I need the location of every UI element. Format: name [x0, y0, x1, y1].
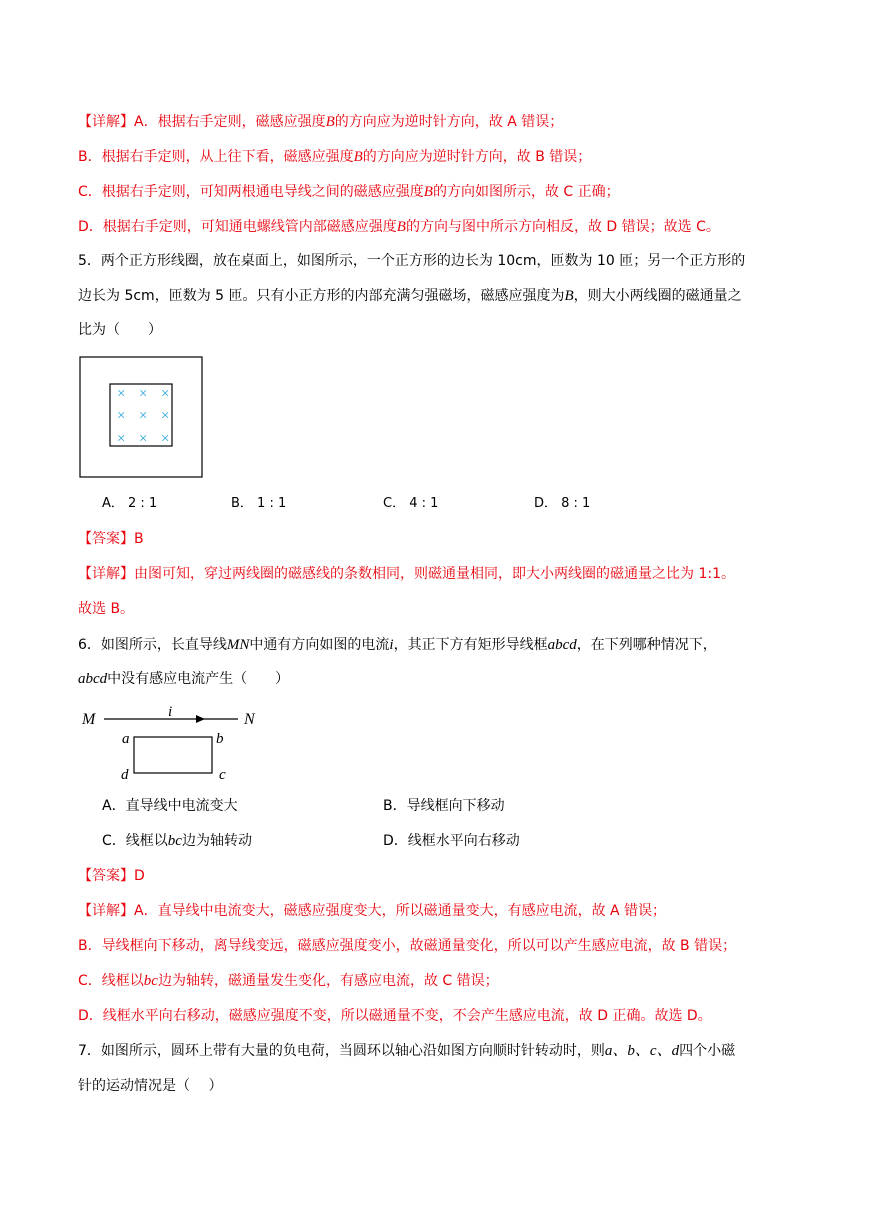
q7-stem-line2: 针的运动情况是（ ）: [78, 1078, 223, 1094]
q6-explain-a: 【详解】A．直导线中电流变大，磁感应强度变大，所以磁通量变大，有感应电流，故 A 错误；: [78, 903, 667, 919]
q5-option-c: C． 4 : 1: [383, 496, 439, 511]
q6-option-b: B．导线框向下移动: [383, 798, 505, 814]
q4-explain-d: D．根据右手定则，可知通电螺线管内部磁感应强度B的方向与图中所示方向相反，故 D 错误；故选 C。: [78, 219, 720, 235]
q5-answer: 【答案】B: [78, 531, 144, 547]
label-c: c: [219, 767, 226, 783]
q5-stem-line2: 边长为 5cm，匝数为 5 匝。只有小正方形的内部充满匀强磁场，磁感应强度为B，则大小两线圈的磁通量之: [78, 288, 742, 304]
label-i: i: [168, 704, 173, 720]
q6-figure: [78, 700, 268, 790]
q6-option-d: D．线框水平向右移动: [383, 833, 520, 849]
field-cross: ×: [115, 431, 127, 447]
q5-stem-line3: 比为（ ）: [78, 322, 162, 338]
label-a: a: [122, 731, 130, 747]
q6-stem-line2: abcd中没有感应电流产生（ ）: [78, 671, 290, 687]
q6-option-c: C．线框以bc边为轴转动: [102, 833, 252, 849]
q4-explain-a: 【详解】A．根据右手定则，磁感应强度B的方向应为逆时针方向，故 A 错误；: [78, 114, 564, 130]
q6-stem-line1: 6．如图所示，长直导线MN中通有方向如图的电流i，其正下方有矩形导线框abcd，在下列哪种情况下，: [78, 637, 717, 653]
label-n: N: [244, 711, 255, 728]
q4-explain-b: B．根据右手定则，从上往下看，磁感应强度B的方向应为逆时针方向，故 B 错误；: [78, 149, 592, 165]
field-cross: ×: [159, 386, 171, 402]
q6-explain-c: C．线框以bc边为轴转，磁通量发生变化，有感应电流，故 C 错误；: [78, 973, 499, 989]
field-cross: ×: [115, 408, 127, 424]
field-cross: ×: [159, 408, 171, 424]
field-cross: ×: [159, 431, 171, 447]
explain-tag: 【详解】: [78, 114, 134, 130]
label-m: M: [82, 711, 96, 728]
q6-option-a: A．直导线中电流变大: [102, 798, 238, 814]
q6-explain-b: B．导线框向下移动，离导线变远，磁感应强度变小，故磁通量变化，所以可以产生感应电流，故 B 错误；: [78, 938, 737, 954]
q4-explain-c: C．根据右手定则，可知两根通电导线之间的磁感应强度B的方向如图所示，故 C 正确；: [78, 184, 620, 200]
q6-answer: 【答案】D: [78, 868, 145, 884]
rectangular-loop-abcd: [134, 737, 212, 773]
label-d: d: [121, 767, 129, 783]
field-cross: ×: [137, 386, 149, 402]
q7-stem-line1: 7．如图所示，圆环上带有大量的负电荷，当圆环以轴心沿如图方向顺时针转动时，则a、b、c、d四个小磁: [78, 1043, 736, 1059]
q5-explain-line1: 【详解】由图可知，穿过两线圈的磁感线的条数相同，则磁通量相同，即大小两线圈的磁通量之比为 1:1。: [78, 566, 735, 582]
q5-option-a: A． 2 : 1: [102, 496, 158, 511]
label-b: b: [216, 731, 224, 747]
q5-option-d: D． 8 : 1: [534, 496, 591, 511]
q5-option-b: B． 1 : 1: [231, 496, 287, 511]
field-cross: ×: [137, 408, 149, 424]
q5-figure: [78, 355, 204, 479]
field-cross: ×: [137, 431, 149, 447]
q5-explain-line2: 故选 B。: [78, 601, 135, 617]
current-arrow: [196, 715, 205, 723]
q5-stem-line1: 5．两个正方形线圈，放在桌面上，如图所示，一个正方形的边长为 10cm，匝数为 10 匝；另一个正方形的: [78, 253, 746, 269]
field-cross: ×: [115, 386, 127, 402]
q6-explain-d: D．线框水平向右移动，磁感应强度不变，所以磁通量不变，不会产生感应电流，故 D 正确。故选 D。: [78, 1008, 712, 1024]
